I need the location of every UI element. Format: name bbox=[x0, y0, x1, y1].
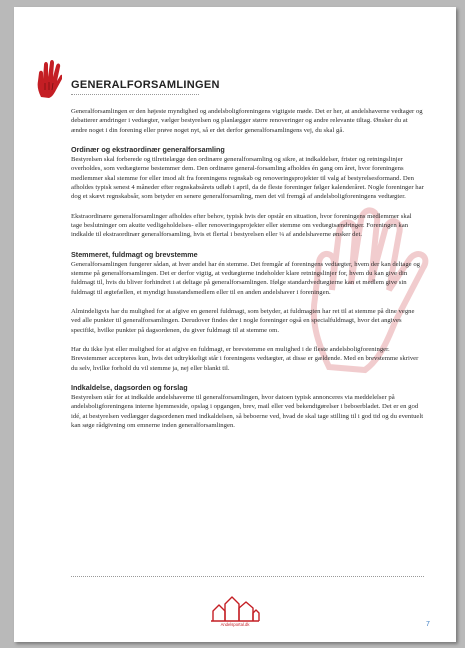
logo-text: Andelsportal.dk bbox=[220, 622, 250, 627]
section-heading: Ordinær og ekstraordinær generalforsamling bbox=[71, 144, 225, 154]
heading-divider bbox=[71, 94, 199, 95]
section-paragraph: Generalforsamlingen fungerer sådan, at hver andel har én stemme. Det fremgår af foreningens vedtægter, hvem der kan deltage og stemme på generalforsamlingen. Det er derfor vigtig, at vedtægterne indeholder klare retningslinjer for, hvem du kan give din fuldmagt til, hvis du bliver forhindret i at deltage på generalforsamlingen. Ifølge standardvedtægterne kan et medlem give sin fuldmagt til ægtefællen, et myndigt husstandsmedlem eller til en anden andelshaver i foreningen. bbox=[71, 260, 421, 296]
page-number: 7 bbox=[426, 621, 430, 628]
hand-icon bbox=[36, 59, 62, 99]
section-notice-agenda bbox=[71, 383, 424, 430]
section-voting-proxy bbox=[71, 250, 424, 373]
houses-icon bbox=[210, 595, 260, 622]
footer-divider bbox=[71, 576, 424, 577]
section-paragraph: Ekstraordinære generalforsamlinger afholdes efter behov, typisk hvis der opstår en situation, hvor foreningens medlemmer skal tage beslutninger om akutte vedligeholdelses- eller renoveringsprojekter eller stemme om vedtægtsændringer. Foreningen kan indkalde til ekstraordinær generalforsamling, hvis et flertal i bestyrelsen eller ¼ af andelshaverne ønsker det. bbox=[71, 212, 412, 239]
page-heading: GENERALFORSAMLINGEN bbox=[71, 79, 220, 91]
andelsportal-logo bbox=[210, 595, 260, 629]
section-paragraph: Almindeligvis har du mulighed for at afgive en generel fuldmagt, som betyder, at fuldmagten har ret til at stemme på dine vegne ved alle punkter til generalforsamlingen. Derudover findes der i nogle foreninger også en specialfuldmagt, hvor det angives specifikt, hvilke punkter på dagsordenen, du giver fuldmagt til at stemme om. bbox=[71, 308, 415, 334]
section-paragraph: Bestyrelsen står for at indkalde andelshaverne til generalforsamlingen, hvor datoen typisk annonceres via meddelelser på andelsboligforeningens interne hjemmeside, opslag i opgangen, brev, mail eller ved bekendtgørelser i beboerbladet. Det er en god idé, at bestyrelsen vedlægger dagsordenen med indkaldelsen, så beboerne ved, hvad de skal tage stilling til i god tid og du eventuelt kan søge rådgivning om emnerne inden generalforsamlingen. bbox=[71, 394, 424, 430]
article-body bbox=[71, 107, 424, 440]
section-ordinary-extraordinary bbox=[71, 145, 424, 240]
section-heading: Indkaldelse, dagsorden og forslag bbox=[71, 382, 188, 392]
section-paragraph: Bestyrelsen skal forberede og tilrettelægge den ordinære generalforsamling og sikre, at indkaldelser, frister og retningslinjer overholdes, som vedtægterne bestemmer dem. Den ordinære general-forsamling afholdes én gang om året, hvor foreningens medlemmer skal stemme for eller imod alt fra foreningens regnskab og renoveringsprojekter til valg af bestyrelsesformand. Den afholdes typisk senest 4 måneder efter regnskabsårets udløb i april, da de fleste foreninger følger kalenderåret. Nogle foreninger har dog et skævt regnskabsår, som betyder en senere generalforsamling, men det vil fremgå af andelsboligforeningens vedtægter. bbox=[71, 156, 424, 201]
document-page bbox=[14, 7, 456, 642]
section-paragraph: Har du ikke lyst eller mulighed for at afgive en fuldmagt, er brevstemme en mulighed i de fleste andelsboligforeninger. Brevstemmer accepteres kun, hvis det udtrykkeligt står i foreningens vedtægter, at disse er gældende. Med en brevstemme skriver du selv, hvilke forhold du vil stemme ja, nej eller blankt til. bbox=[71, 345, 419, 372]
intro-paragraph: Generalforsamlingen er den højeste myndighed og andelsboligforeningens vigtigste møde. Det er her, at andelshaverne vedtager og debatterer ændringer i vedtægter, vælger bestyrelsen og planlægger større renoveringer og andre relevante tiltag. Ønsker du at ændre noget i din forening eller prøve noget nyt, så er det derfor generalforsamlingens vej, du skal gå. bbox=[71, 108, 423, 134]
section-heading: Stemmeret, fuldmagt og brevstemme bbox=[71, 249, 198, 259]
